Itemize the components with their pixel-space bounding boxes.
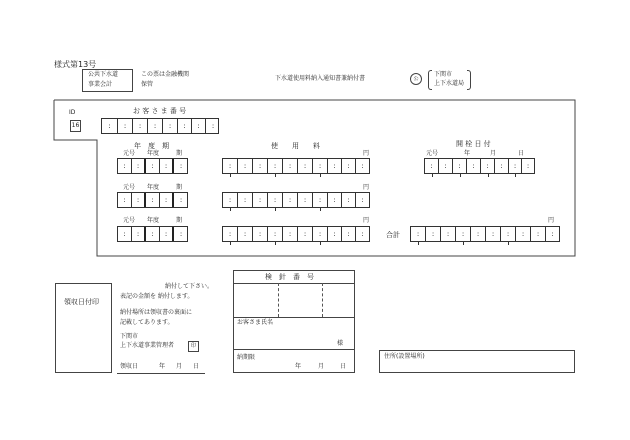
nen-label: 年 <box>159 363 166 370</box>
tsuki-label: 月 <box>490 150 497 157</box>
digit-separator-tick <box>275 242 276 245</box>
digit-cell: : <box>163 119 178 133</box>
id-label: ID <box>69 109 76 116</box>
digit-cell: : <box>132 159 146 173</box>
digit-cell: : <box>342 193 356 207</box>
digit-cell: : <box>148 119 163 133</box>
nendo-label: 年度 <box>147 217 160 224</box>
digit-cell: : <box>471 227 486 241</box>
digit-cell: : <box>146 227 160 241</box>
digit-cell: : <box>456 227 471 241</box>
usage-fee-field-1 <box>222 158 370 174</box>
digit-separator-tick <box>230 242 231 245</box>
digit-separator-tick <box>460 174 461 177</box>
digit-cell: : <box>146 159 160 173</box>
total-field <box>410 226 560 242</box>
usage-fee-label: 使 用 料 <box>271 142 320 150</box>
address-label: 住所(設置場所) <box>384 353 425 360</box>
gengo-label: 元号 <box>123 184 136 191</box>
digit-cell: : <box>495 159 509 173</box>
digit-cell: : <box>253 193 268 207</box>
manager-title: 上下水道事業管理者 <box>120 342 175 349</box>
digit-cell: : <box>179 230 183 238</box>
issuer-line2: 上下水道局 <box>434 80 465 87</box>
digit-cell: : <box>283 159 298 173</box>
digit-cell: : <box>501 227 516 241</box>
gengo-label: 元号 <box>426 150 439 157</box>
digit-separator-tick <box>432 174 433 177</box>
total-label: 合計 <box>386 231 400 239</box>
nen-label: 年 <box>464 150 471 157</box>
yen-label: 円 <box>548 217 555 224</box>
digit-cell: : <box>268 193 283 207</box>
hi-label: 日 <box>193 363 200 370</box>
digit-cell: : <box>439 159 453 173</box>
digit-cell: : <box>328 227 342 241</box>
digit-separator-tick <box>508 242 509 245</box>
nen-label: 年 <box>295 363 302 370</box>
nendo-label: 年度 <box>147 150 160 157</box>
note-line1: この票は金融機関 <box>141 71 190 78</box>
digit-cell: : <box>551 230 554 238</box>
digit-cell: : <box>160 227 174 241</box>
digit-cell: : <box>118 227 132 241</box>
yen-label: 円 <box>363 150 370 157</box>
ki-label: 期 <box>176 150 183 157</box>
receipt-stamp-box <box>55 283 112 373</box>
usage-fee-field-2 <box>222 192 370 208</box>
period-date-field <box>424 158 535 174</box>
meter-divider-1 <box>278 283 279 317</box>
ki-label: 期 <box>176 184 183 191</box>
digit-cell: : <box>211 122 215 130</box>
digit-cell: : <box>160 159 174 173</box>
digit-cell: : <box>486 227 501 241</box>
digit-cell: : <box>361 230 364 238</box>
digit-cell: : <box>179 196 183 204</box>
digit-cell: : <box>313 227 328 241</box>
digit-cell: : <box>298 227 313 241</box>
digit-cell: : <box>132 227 146 241</box>
tsuki-label: 月 <box>176 363 183 370</box>
digit-cell: : <box>298 193 313 207</box>
gengo-label: 元号 <box>123 217 136 224</box>
digit-separator-tick <box>275 208 276 211</box>
digit-cell: : <box>132 193 146 207</box>
meter-divider-2 <box>322 283 323 317</box>
digit-cell: : <box>238 159 253 173</box>
digit-cell: : <box>313 159 328 173</box>
hi-label: 日 <box>340 363 347 370</box>
digit-cell: : <box>118 193 132 207</box>
tsuki-label: 月 <box>318 363 325 370</box>
manager-seal-icon: 印 <box>188 341 199 352</box>
digit-cell: : <box>313 193 328 207</box>
digit-cell: : <box>118 119 133 133</box>
receipt-stamp-label: 領収日付印 <box>64 298 99 306</box>
sama-label: 様 <box>337 340 344 347</box>
pay-line2: 表記の金額を 納付します。 <box>120 293 194 300</box>
digit-cell: : <box>411 227 426 241</box>
id-value: 16 <box>70 120 81 132</box>
receipt-date-underline <box>117 373 205 374</box>
seal-icon: 公 <box>410 73 422 85</box>
digit-separator-tick <box>230 174 231 177</box>
meter-row-line <box>233 317 355 318</box>
year-period-field-2 <box>117 192 188 208</box>
digit-cell: : <box>179 162 183 170</box>
digit-cell: : <box>441 227 456 241</box>
hi-label: 日 <box>518 150 525 157</box>
digit-cell: : <box>328 159 342 173</box>
digit-cell: : <box>467 159 481 173</box>
digit-cell: : <box>238 227 253 241</box>
gengo-label: 元号 <box>123 150 136 157</box>
digit-cell: : <box>223 193 238 207</box>
digit-cell: : <box>481 159 495 173</box>
digit-cell: : <box>328 193 342 207</box>
digit-cell: : <box>268 159 283 173</box>
digit-cell: : <box>426 227 441 241</box>
receipt-date-label: 領収日 <box>120 363 139 370</box>
accounting-label-line2: 事業会計 <box>88 81 113 88</box>
digit-cell: : <box>253 159 268 173</box>
digit-cell: : <box>425 159 439 173</box>
pay-line1: 納付して下さい。 <box>165 283 214 290</box>
issuer-line1: 下関市 <box>434 71 453 78</box>
year-period-field-3 <box>117 226 188 242</box>
digit-cell: : <box>531 227 546 241</box>
ki-label: 期 <box>176 217 183 224</box>
digit-cell: : <box>118 159 132 173</box>
meter-header-line <box>233 283 355 284</box>
due-date-label: 納期限 <box>237 354 256 361</box>
digit-separator-tick <box>488 174 489 177</box>
customer-number-label: お 客 さ ま 番 号 <box>133 107 187 115</box>
yen-label: 円 <box>363 184 370 191</box>
usage-fee-field-3 <box>222 226 370 242</box>
yen-label: 円 <box>363 217 370 224</box>
digit-separator-tick <box>320 242 321 245</box>
digit-cell: : <box>283 193 298 207</box>
digit-separator-tick <box>418 242 419 245</box>
digit-separator-tick <box>463 242 464 245</box>
place-line2: 記載してあります。 <box>120 319 174 326</box>
customer-number-field <box>101 118 219 134</box>
digit-cell: : <box>223 227 238 241</box>
meter-number-label: 検 針 番 号 <box>265 273 314 281</box>
period-date-label: 開 栓 日 付 <box>456 140 491 148</box>
digit-separator-tick <box>230 208 231 211</box>
digit-separator-tick <box>320 174 321 177</box>
digit-cell: : <box>253 227 268 241</box>
form-number: 様式第13号 <box>54 60 97 69</box>
digit-cell: : <box>516 227 531 241</box>
city-name: 下関市 <box>120 333 139 340</box>
document-title: 下水道使用料納入通知書兼納付書 <box>275 75 366 82</box>
digit-cell: : <box>453 159 467 173</box>
digit-cell: : <box>283 227 298 241</box>
digit-separator-tick <box>515 174 516 177</box>
note-line2: 保管 <box>141 81 154 88</box>
digit-cell: : <box>342 159 356 173</box>
digit-separator-tick <box>320 208 321 211</box>
digit-cell: : <box>526 162 530 170</box>
digit-cell: : <box>361 162 364 170</box>
digit-cell: : <box>178 119 192 133</box>
digit-cell: : <box>146 193 160 207</box>
digit-cell: : <box>160 193 174 207</box>
digit-cell: : <box>238 193 253 207</box>
digit-cell: : <box>298 159 313 173</box>
place-line1: 納付場所は領収書の裏面に <box>120 309 193 316</box>
digit-cell: : <box>342 227 356 241</box>
digit-separator-tick <box>275 174 276 177</box>
digit-cell: : <box>509 159 522 173</box>
name-row-line <box>233 349 355 350</box>
accounting-label-line1: 公共下水道 <box>88 71 119 78</box>
digit-cell: : <box>361 196 364 204</box>
year-period-field-1 <box>117 158 188 174</box>
nendo-label: 年度 <box>147 184 160 191</box>
customer-name-label: お客さま氏名 <box>237 319 274 326</box>
digit-cell: : <box>133 119 148 133</box>
digit-cell: : <box>192 119 206 133</box>
year-period-label: 年 度 期 <box>134 142 169 150</box>
digit-cell: : <box>223 159 238 173</box>
digit-cell: : <box>268 227 283 241</box>
digit-cell: : <box>102 119 118 133</box>
